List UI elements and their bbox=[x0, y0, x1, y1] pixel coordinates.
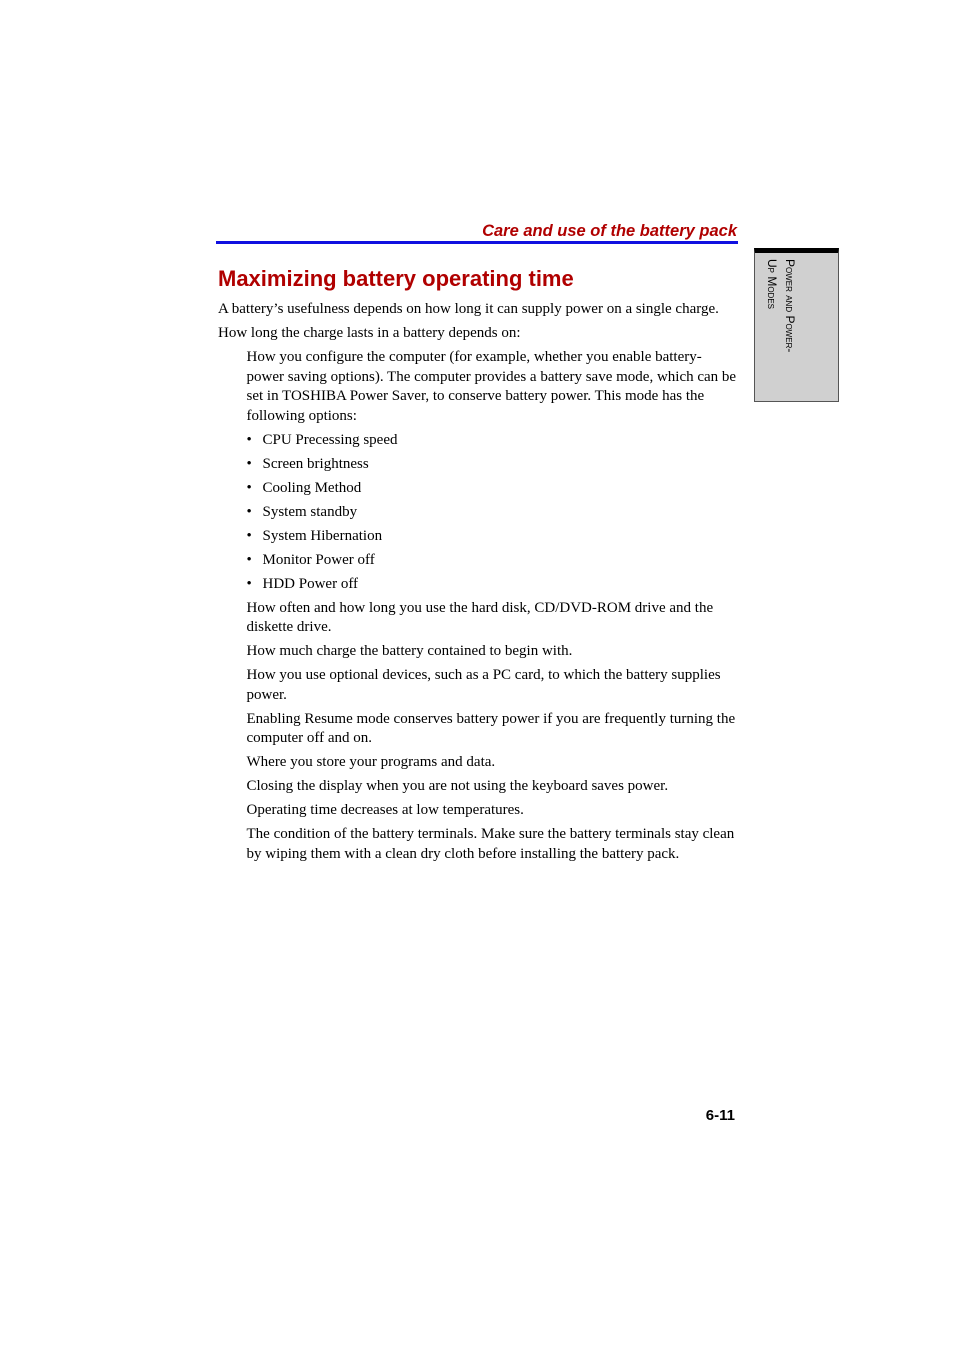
chapter-side-tab bbox=[754, 248, 839, 402]
list-item: • System standby bbox=[247, 503, 739, 523]
list-item: • Cooling Method bbox=[247, 479, 739, 499]
intro-paragraph-2: How long the charge lasts in a battery depends on: bbox=[218, 325, 521, 341]
factor-paragraph: How much charge the battery contained to begin with. bbox=[246, 643, 573, 659]
factor-paragraph: Where you store your programs and data. bbox=[246, 754, 496, 770]
running-header: Care and use of the battery pack bbox=[482, 222, 737, 240]
bullet: • bbox=[246, 527, 252, 544]
options-list bbox=[218, 431, 738, 595]
factor-paragraph: How often and how long you use the hard disk, CD/DVD-ROM drive and the diskette drive. bbox=[246, 599, 714, 635]
page-number: 6-11 bbox=[705, 1107, 735, 1124]
side-tab-line-1: Power and Power- bbox=[783, 259, 797, 353]
factor-paragraph: Closing the display when you are not using the keyboard saves power. bbox=[246, 778, 669, 794]
list-item: • HDD Power off bbox=[247, 575, 739, 595]
factor-paragraph: The condition of the battery terminals. Make sure the battery terminals stay clean by wiping them with a clean dry cloth before installing the battery pack. bbox=[246, 826, 735, 862]
bullet: • bbox=[246, 503, 252, 520]
header-rule bbox=[216, 241, 738, 244]
list-item: • Monitor Power off bbox=[247, 551, 739, 571]
bullet: • bbox=[246, 455, 252, 472]
list-item: • Screen brightness bbox=[247, 455, 739, 475]
body-text bbox=[218, 300, 738, 869]
config-paragraph: How you configure the computer (for example, whether you enable battery-power saving options). The computer provides a battery save mode, which can be set in TOSHIBA Power Saver, to conserve battery power. This mode has the following options: bbox=[246, 349, 737, 424]
factor-paragraph: How you use optional devices, such as a PC card, to which the battery supplies power. bbox=[246, 667, 721, 703]
bullet: • bbox=[246, 575, 252, 592]
bullet: • bbox=[246, 551, 252, 568]
bullet: • bbox=[246, 479, 252, 496]
factor-paragraph: Operating time decreases at low temperatures. bbox=[246, 802, 524, 818]
list-item: • CPU Precessing speed bbox=[247, 431, 739, 451]
intro-paragraph-1: A battery’s usefulness depends on how long it can supply power on a single charge. bbox=[218, 301, 719, 317]
factor-paragraph: Enabling Resume mode conserves battery power if you are frequently turning the computer off and on. bbox=[246, 710, 736, 746]
side-tab-line-2: Up Modes bbox=[765, 259, 779, 310]
list-item: • System Hibernation bbox=[247, 527, 739, 547]
bullet: • bbox=[246, 431, 252, 448]
chapter-side-tab-text bbox=[763, 259, 799, 399]
section-title: Maximizing battery operating time bbox=[218, 266, 574, 291]
